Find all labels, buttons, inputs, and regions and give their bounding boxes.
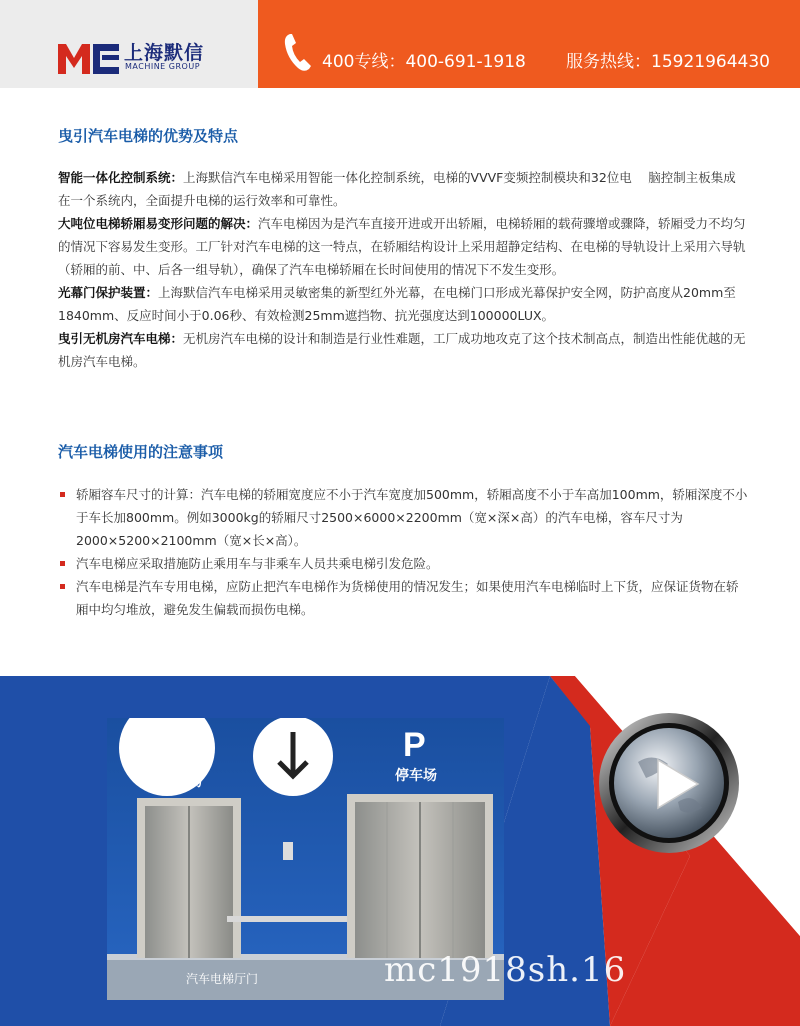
header-contact-bar bbox=[258, 0, 800, 88]
feature-text: 汽车电梯因为是汽车直接开进或开出轿厢，电梯轿厢的载荷骤增或骤降，轿厢受力不均匀的情况下容易发生变形。工厂针对汽车电梯的这一特点，在轿厢结构设计上采用超静定结构、在电梯的导轨设计上采用六导轨（轿厢的前、中、后各一组导轨），确保了汽车电梯轿厢在长时间使用的情况下不发生变形。 bbox=[58, 216, 746, 277]
header-logo-area bbox=[0, 0, 258, 88]
bullet-square-icon bbox=[60, 492, 65, 497]
page-header bbox=[0, 0, 800, 88]
feature-item bbox=[58, 327, 748, 373]
logo-text: 上海默信 bbox=[124, 42, 205, 64]
feature-label: 大吨位电梯轿厢易变形问题的解决： bbox=[58, 216, 259, 231]
phone-icon bbox=[282, 30, 314, 74]
bullet-square-icon bbox=[60, 584, 65, 589]
feature-text: 上海默信汽车电梯采用智能一体化控制系统，电梯的VVVF变频控制模块和32位电 脑控制主板集成在一个系统内，全面提升电梯的运行效率和可靠性。 bbox=[58, 170, 736, 208]
photo-caption: 汽车电梯厅门 bbox=[185, 972, 258, 986]
notice-item bbox=[58, 552, 748, 575]
logo-subtext: MACHINE GROUP bbox=[125, 62, 201, 71]
section2-title: 汽车电梯使用的注意事项 bbox=[58, 443, 224, 461]
feature-item bbox=[58, 212, 748, 281]
notice-text: 汽车电梯应采取措施防止乘用车与非乘车人员共乘电梯引发危险。 bbox=[76, 556, 439, 571]
section1-title: 曳引汽车电梯的优势及特点 bbox=[58, 127, 239, 145]
hotline-400: 400专线：400-691-1918 bbox=[322, 52, 526, 72]
notice-item bbox=[58, 483, 748, 552]
section2-body bbox=[58, 483, 748, 621]
feature-text: 无机房汽车电梯的设计和制造是行业性难题，工厂成功地攻克了这个技术制高点，制造出性能优越的无机房汽车电梯。 bbox=[58, 331, 746, 369]
service-hotline: 服务热线：15921964430 bbox=[566, 52, 770, 72]
section1-body bbox=[58, 166, 748, 373]
notice-text: 汽车电梯是汽车专用电梯，应防止把汽车电梯作为货梯使用的情况发生；如果使用汽车电梯临时上下货，应保证货物在轿厢中均匀堆放，避免发生偏载而损伤电梯。 bbox=[76, 579, 739, 617]
call-button-panel bbox=[283, 842, 293, 860]
parking-sign-right-label: 停车场 bbox=[395, 768, 437, 784]
feature-label: 智能一体化控制系统： bbox=[58, 170, 184, 185]
bullet-square-icon bbox=[60, 561, 65, 566]
feature-text: 上海默信汽车电梯采用灵敏密集的新型红外光幕，在电梯门口形成光幕保护安全网，防护高度从20mm至1840mm、反应时间小于0.06秒、有效检测25mm遮挡物、抗光强度达到100000LUX。 bbox=[58, 285, 736, 323]
parking-sign-left-label: 停车场 bbox=[163, 775, 203, 790]
notice-item bbox=[58, 575, 748, 621]
company-logo-icon bbox=[58, 40, 122, 74]
play-video-icon[interactable] bbox=[598, 712, 740, 854]
feature-item bbox=[58, 166, 748, 212]
feature-label: 光幕门保护装置： bbox=[58, 285, 159, 300]
website-watermark: mc1918sh.16 bbox=[384, 950, 627, 990]
parking-sign-left-letter: P bbox=[175, 734, 196, 767]
notice-text: 轿厢容车尺寸的计算：汽车电梯的轿厢宽度应不小于汽车宽度加500mm，轿厢高度不小于车高加100mm，轿厢深度不小于车长加800mm。例如3000kg的轿厢尺寸2500×6000×2200mm（宽×深×高）的汽车电梯，容车尺寸为2000×5200×2100mm（宽×长×高）。 bbox=[76, 487, 748, 548]
feature-label: 曳引无机房汽车电梯： bbox=[58, 331, 184, 346]
feature-item bbox=[58, 281, 748, 327]
parking-sign-right-letter: P bbox=[403, 726, 426, 764]
